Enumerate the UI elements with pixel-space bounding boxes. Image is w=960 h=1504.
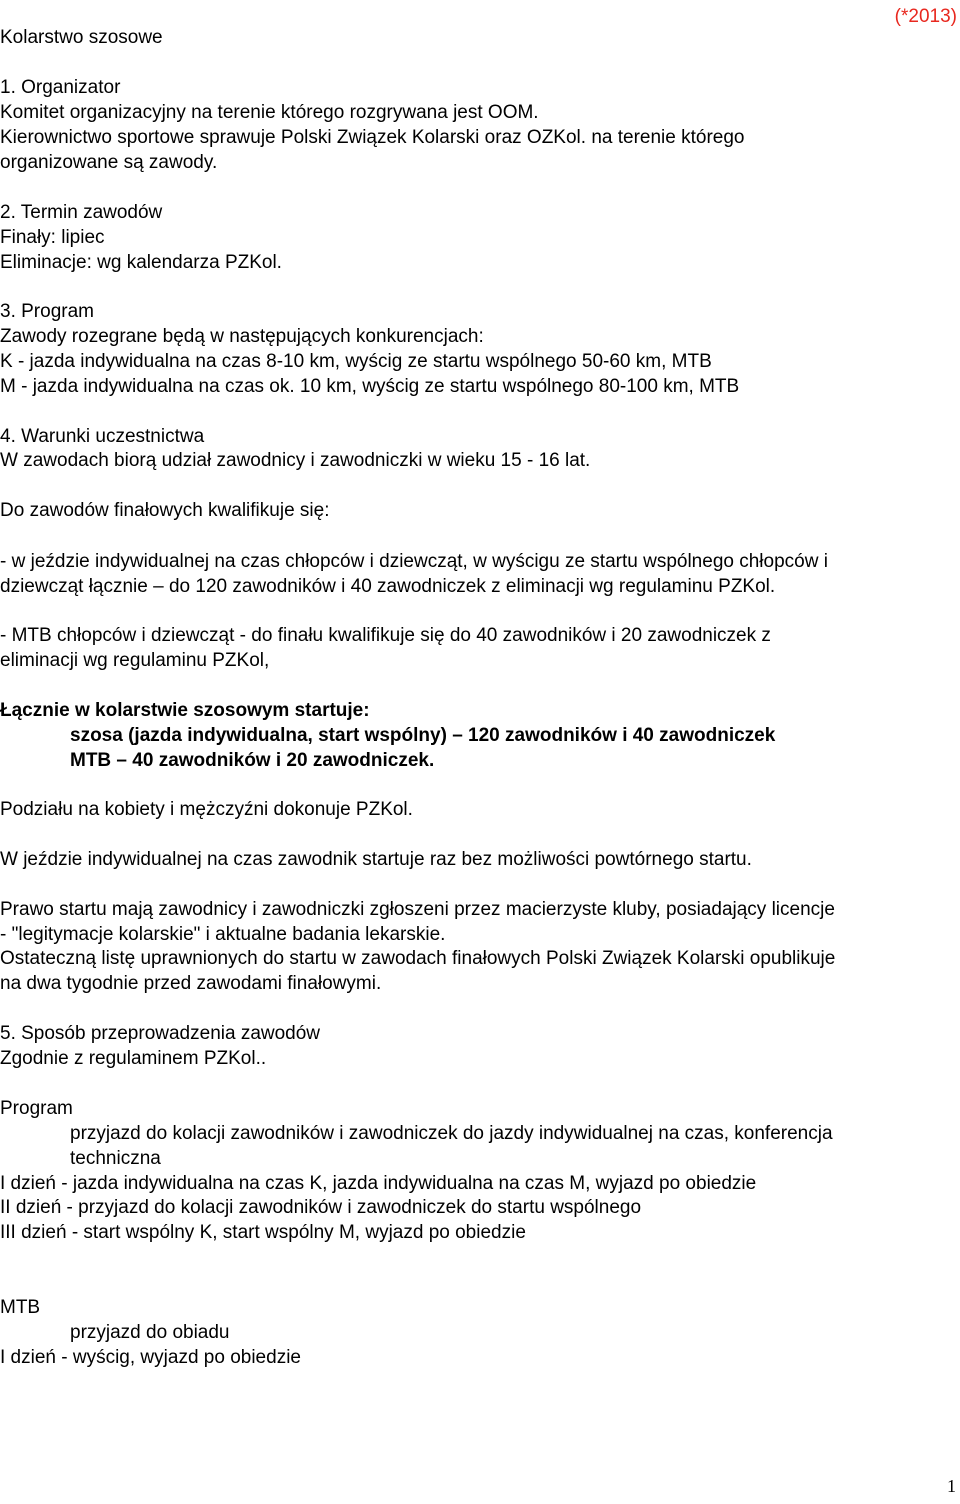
section-4-heading: 4. Warunki uczestnictwa <box>0 426 205 447</box>
qualification-intro: Do zawodów finałowych kwalifikuje się: <box>0 500 330 521</box>
section-1-line: Kierownictwo sportowe sprawuje Polski Związek Kolarski oraz OZKol. na terenie którego <box>0 127 745 148</box>
section-3-line: K - jazda indywidualna na czas 8-10 km, wyścig ze startu wspólnego 50-60 km, MTB <box>0 351 712 372</box>
program-day: I dzień - jazda indywidualna na czas K, jazda indywidualna na czas M, wyjazd po obiedzie <box>0 1173 757 1194</box>
section-5-heading: 5. Sposób przeprowadzenia zawodów <box>0 1023 321 1044</box>
qualification-rule-line: - w jeździe indywidualnej na czas chłopców i dziewcząt, w wyścigu ze startu wspólnego chłopców i <box>0 551 828 572</box>
section-1-line: organizowane są zawody. <box>0 152 218 173</box>
section-5-line: Zgodnie z regulaminem PZKol.. <box>0 1048 267 1069</box>
section-2-heading: 2. Termin zawodów <box>0 202 163 223</box>
year-marker: (*2013) <box>894 6 957 27</box>
qualification-rule-line: - MTB chłopców i dziewcząt - do finału kwalifikuje się do 40 zawodników i 20 zawodniczek z <box>0 625 771 646</box>
total-heading: Łącznie w kolarstwie szosowym startuje: <box>0 700 370 721</box>
section-4-line: W zawodach biorą udział zawodnicy i zawodniczki w wieku 15 - 16 lat. <box>0 450 591 471</box>
document-title: Kolarstwo szosowe <box>0 27 163 48</box>
program-arrival-line: przyjazd do kolacji zawodników i zawodniczek do jazdy indywidualnej na czas, konferencja <box>70 1123 833 1144</box>
mtb-heading: MTB <box>0 1297 41 1318</box>
rights-line: Ostateczną listę uprawnionych do startu w zawodach finałowych Polski Związek Kolarski opublikuje <box>0 948 836 969</box>
rights-line: na dwa tygodnie przed zawodami finałowymi. <box>0 973 382 994</box>
page-number: 1 <box>947 1476 956 1496</box>
program-arrival-line: techniczna <box>70 1148 161 1169</box>
section-3-line: M - jazda indywidualna na czas ok. 10 km, wyścig ze startu wspólnego 80-100 km, MTB <box>0 376 740 397</box>
rights-line: Prawo startu mają zawodnicy i zawodniczki zgłoszeni przez macierzyste kluby, posiadający licencje <box>0 899 835 920</box>
section-2-line: Finały: lipiec <box>0 227 105 248</box>
section-1-heading: 1. Organizator <box>0 77 121 98</box>
division-note: Podziału na kobiety i mężczyźni dokonuje PZKol. <box>0 799 413 820</box>
qualification-rule-line: dziewcząt łącznie – do 120 zawodników i 40 zawodniczek z eliminacji wg regulaminu PZKol. <box>0 576 776 597</box>
rights-line: - "legitymacje kolarskie" i aktualne badania lekarskie. <box>0 924 446 945</box>
section-3-heading: 3. Program <box>0 301 94 322</box>
section-1-line: Komitet organizacyjny na terenie którego rozgrywana jest OOM. <box>0 102 539 123</box>
qualification-rule-line: eliminacji wg regulaminu PZKol, <box>0 650 270 671</box>
program-day: II dzień - przyjazd do kolacji zawodników i zawodniczek do startu wspólnego <box>0 1197 642 1218</box>
program-heading: Program <box>0 1098 73 1119</box>
time-trial-note: W jeździe indywidualnej na czas zawodnik startuje raz bez możliwości powtórnego startu. <box>0 849 752 870</box>
section-3-line: Zawody rozegrane będą w następujących konkurencjach: <box>0 326 484 347</box>
section-2-line: Eliminacje: wg kalendarza PZKol. <box>0 252 282 273</box>
program-day: III dzień - start wspólny K, start wspólny M, wyjazd po obiedzie <box>0 1222 526 1243</box>
total-line: MTB – 40 zawodników i 20 zawodniczek. <box>70 750 435 771</box>
total-line: szosa (jazda indywidualna, start wspólny) – 120 zawodników i 40 zawodniczek <box>70 725 776 746</box>
mtb-day: I dzień - wyścig, wyjazd po obiedzie <box>0 1347 301 1368</box>
mtb-arrival: przyjazd do obiadu <box>70 1322 230 1343</box>
